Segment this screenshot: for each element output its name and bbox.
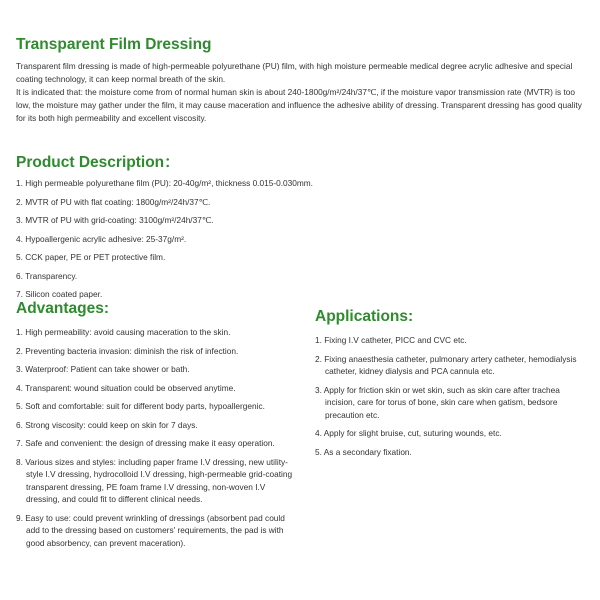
intro-paragraph-1: Transparent film dressing is made of high-permeable polyurethane (PU) film, with high moisture permeable medical degree acrylic adhesive and special coating technology, it can keep normal breath of the skin.	[16, 61, 573, 84]
intro-text	[16, 60, 586, 125]
list-item: 7. Silicon coated paper.	[16, 289, 103, 299]
advantages-list	[16, 326, 301, 555]
list-item: 2. MVTR of PU with flat coating: 1800g/m²/24h/37℃.	[16, 196, 211, 207]
list-item: 1. High permeable polyurethane film (PU): 20-40g/m², thickness 0.015-0.030mm.	[16, 178, 313, 188]
list-item: 5. CCK paper, PE or PET protective film.	[16, 252, 166, 262]
list-item: 8. Various sizes and styles: including paper frame I.V dressing, new utility-style I.V dressing, hydrocolloid I.V dressing, high-permeable grid-coating transparent dressing, PE foam frame I.V dressing, non-woven I.V dressing, and could fit to different clinical needs.	[16, 456, 293, 504]
list-item: 2. Fixing anaesthesia catheter, pulmonary artery catheter, hemodialysis catheter, kidney dialysis and PCA cannula etc.	[315, 353, 577, 376]
list-item: 5. Soft and comfortable: suit for different body parts, hypoallergenic.	[16, 401, 265, 411]
description-list	[16, 177, 316, 307]
list-item: 3. Waterproof: Patient can take shower or bath.	[16, 364, 190, 374]
heading-film-dressing: Transparent Film Dressing	[16, 36, 212, 53]
list-item: 3. MVTR of PU with grid-coating: 3100g/m²/24h/37℃.	[16, 215, 214, 225]
list-item: 1. Fixing I.V catheter, PICC and CVC etc.	[315, 335, 467, 345]
list-item: 4. Apply for slight bruise, cut, suturing wounds, etc.	[315, 428, 502, 438]
heading-applications: Applications:	[315, 308, 414, 325]
list-item: 4. Transparent: wound situation could be observed anytime.	[16, 382, 236, 393]
list-item: 7. Safe and convenient: the design of dressing make it easy operation.	[16, 438, 275, 448]
list-item: 6. Strong viscosity: could keep on skin for 7 days.	[16, 419, 198, 430]
applications-list	[315, 334, 587, 464]
list-item: 3. Apply for friction skin or wet skin, such as skin care after trachea incision, care for torus of bone, skin care when gatism, bedsore precaution etc.	[315, 384, 560, 420]
heading-product-description: Product Description：	[16, 154, 180, 171]
list-item: 4. Hypoallergenic acrylic adhesive: 25-37g/m².	[16, 233, 187, 244]
intro-paragraph-2: It is indicated that: the moisture come from of normal human skin is about 240-1800g/m²/24h/37℃, if the moisture vapor transmission rate (MVTR) is too low, the moisture may gather under the film, it may cause maceration and influence the adhesive ability of dressing. Transparent dressing has good quality for its both high permeability and excellent viscosity.	[16, 87, 582, 123]
list-item: 1. High permeability: avoid causing maceration to the skin.	[16, 327, 231, 337]
heading-advantages: Advantages:	[16, 300, 110, 317]
list-item: 9. Easy to use: could prevent wrinkling of dressings (absorbent pad could add to the dressing based on customers' requirements, the pad is with good absorbency, can prevent maceration).	[16, 512, 285, 548]
list-item: 6. Transparency.	[16, 270, 78, 281]
list-item: 2. Preventing bacteria invasion: diminish the risk of infection.	[16, 345, 239, 356]
list-item: 5. As a secondary fixation.	[315, 446, 412, 457]
